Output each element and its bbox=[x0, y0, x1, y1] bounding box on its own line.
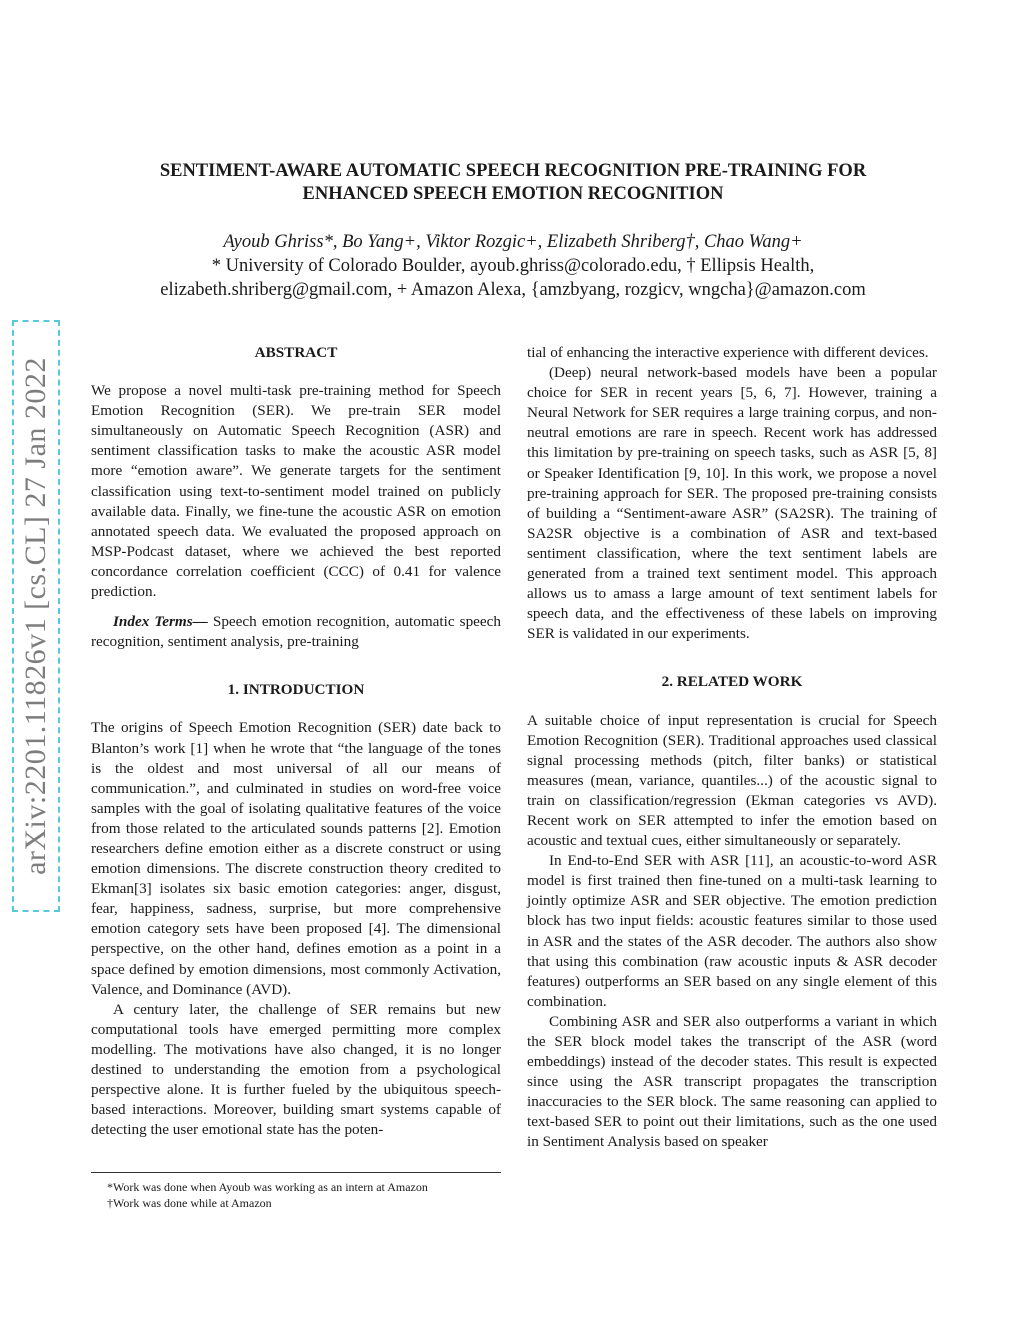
index-terms bbox=[91, 612, 501, 652]
abstract-heading: ABSTRACT bbox=[254, 344, 338, 361]
right-column bbox=[527, 343, 937, 1153]
introduction-heading: 1. INTRODUCTION bbox=[227, 681, 365, 699]
abstract-text: We propose a novel multi-task pre-training method for Speech Emotion Recognition (SER). We pre-train SER model simultaneously on Automatic Speech Recognition (ASR) and sentiment classification tasks to make the acoustic ASR model more “emotion aware”. We generate targets for the sentiment classification using text-to-sentiment model trained on publicly available data. Finally, we fine-tune the acoustic ASR on emotion annotated speech data. We evaluated the proposed approach on MSP-Podcast dataset, where we achieved the best reported concordance correlation coefficient (CCC) of 0.41 for valence prediction. bbox=[91, 382, 501, 601]
intro-paragraph-1: The origins of Speech Emotion Recognition (SER) date back to Blanton’s work [1] when he wrote that “the language of the tones is the oldest and most universal of all our means of communication.”, and culminated in studies on word-free voice samples with the goal of isolating qualitative features of the voice from those related to the articulated sounds patterns [2]. Emotion researchers define emotion either as a discrete construct or using emotion dimensions. The discrete construction theory credited to Ekman[3] isolates six basic emotion categories: anger, disgust, fear, happiness, sadness, surprise, but more comprehensive emotion category sets have been proposed [4]. The dimensional perspective, on the other hand, defines emotion as a point in a space defined by emotion dimensions, most commonly Activation, Valence, and Dominance (AVD). bbox=[91, 719, 501, 998]
author-names: Ayoub Ghriss*, Bo Yang+, Viktor Rozgic+, Elizabeth Shriberg†, Chao Wang+ bbox=[223, 232, 803, 252]
intro-paragraph-2-end: tial of enhancing the interactive experience with different devices. bbox=[527, 344, 929, 361]
footnotes bbox=[91, 1172, 501, 1211]
title-line-2: ENHANCED SPEECH EMOTION RECOGNITION bbox=[302, 184, 724, 204]
arxiv-id: arXiv:2201.11826v1 [cs.CL] 27 Jan 2022 bbox=[19, 357, 52, 875]
footnote-2: †Work was done while at Amazon bbox=[107, 1196, 272, 1210]
affiliation-line-2: elizabeth.shriberg@gmail.com, + Amazon Alexa, {amzbyang, rozgicv, wngcha}@amazon.com bbox=[160, 280, 866, 300]
intro-paragraph-3: (Deep) neural network-based models have been a popular choice for SER in recent years [5, 6, 7]. However, training a Neural Network for SER requires a large training corpus, and non-neutral emotions are rare in speech. Recent work has addressed this limitation by pre-training on speech tasks, such as ASR [5, 8] or Speaker Identification [9, 10]. In this work, we propose a novel pre-training approach for SER. The proposed pre-training consists of building a “Sentiment-aware ASR” (SA2SR). The training of SA2SR objective is a combination of ASR and text-based sentiment classification, where the text sentiment labels are generated from a trained text sentiment model. This approach allows us to amass a large amount of text sentiment labels for speech data, and the effectiveness of these labels on improving SER is validated in our experiments. bbox=[527, 364, 937, 643]
index-terms-text: Speech emotion recognition, automatic speech recognition, sentiment analysis, pre-training bbox=[91, 613, 501, 651]
related-paragraph-1: A suitable choice of input representation is crucial for Speech Emotion Recognition (SER). Traditional approaches used classical signal processing methods (pitch, filter banks) or statistical measures (mean, variance, quantiles...) of the acoustic signal to train on classification/regression (Ekman categories vs AVD). Recent work on SER attempted to infer the emotion based on acoustic and textual cues, either simultaneously or separately. bbox=[527, 711, 937, 850]
paper-title bbox=[90, 160, 936, 206]
related-paragraph-2: In End-to-End SER with ASR [11], an acoustic-to-word ASR model is first trained then fine-tuned on a multi-task learning to jointly optimize ASR and SER objective. The emotion prediction block has two input fields: acoustic features similar to those used in ASR and the states of the ASR decoder. The authors also show that using this combination (raw acoustic inputs & ASR decoder features) outperforms an SER based on any single element of this combination. bbox=[527, 852, 937, 1010]
arxiv-identifier-stamp bbox=[12, 320, 60, 912]
intro-paragraph-2-start: A century later, the challenge of SER remains but new computational tools have emerged permitting more complex modelling. The motivations have also changed, it is no longer destined to understanding the emotion from a psychological perspective alone. It is further fueled by the ubiquitous speech-based interactions. Moreover, building smart systems capable of detecting the user emotional state has the poten- bbox=[91, 1000, 501, 1139]
footnote-1: *Work was done when Ayoub was working as an intern at Amazon bbox=[107, 1180, 428, 1194]
related-work-heading: 2. RELATED WORK bbox=[661, 673, 803, 691]
index-terms-label: Index Terms— bbox=[113, 613, 208, 631]
author-block bbox=[90, 230, 936, 302]
affiliation-line-1: * University of Colorado Boulder, ayoub.ghriss@colorado.edu, † Ellipsis Health, bbox=[211, 256, 815, 276]
related-paragraph-3: Combining ASR and SER also outperforms a variant in which the SER block model takes the transcript of the ASR (word embeddings) instead of the decoder states. This result is expected since using the ASR transcript propagates the transcription inaccuracies to the SER block. The same reasoning can applied to text-based SER to point out their limitations, such as the one used in Sentiment Analysis based on speaker bbox=[527, 1012, 937, 1151]
title-line-1: SENTIMENT-AWARE AUTOMATIC SPEECH RECOGNITION PRE-TRAINING FOR bbox=[159, 161, 867, 181]
left-column bbox=[91, 343, 501, 1140]
